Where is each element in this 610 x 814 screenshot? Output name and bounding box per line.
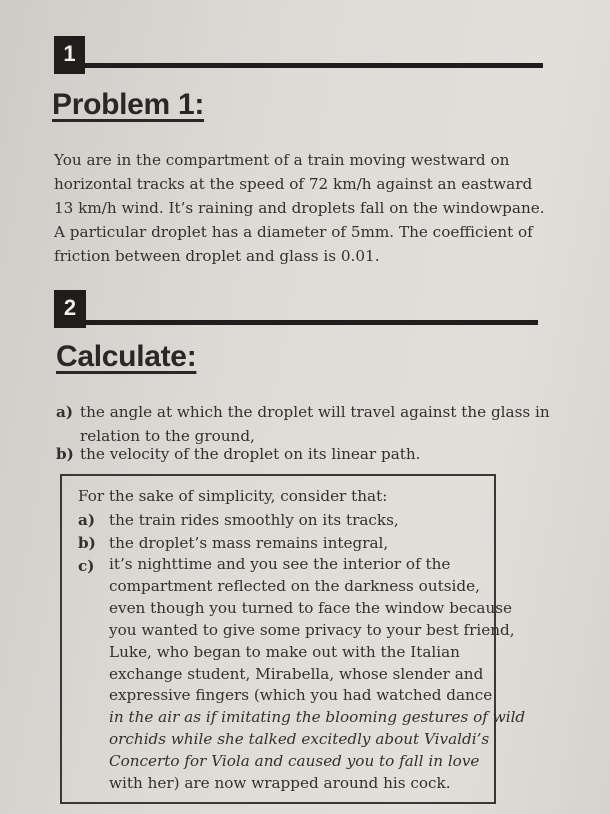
section-heading: Problem 1: [52,88,205,121]
list-item-line: Luke, who began to make out with the Italian [109,642,460,661]
list-item-line: orchids while she talked excitedly about Vivaldi’s [109,730,490,749]
paragraph-line: horizontal tracks at the speed of 72 km/h against an eastward [54,175,533,193]
question-item [56,400,550,448]
note-item [78,508,488,532]
paragraph-line: A particular droplet has a diameter of 5mm. The coefficient of [54,223,533,241]
paragraph-line: friction between droplet and glass is 0.01. [54,247,380,265]
section-rule [85,63,543,68]
list-item-line: the angle at which the droplet will travel against the glass in [80,403,550,421]
list-item-line: the train rides smoothly on its tracks, [109,511,399,529]
list-marker: c) [78,557,95,575]
note-intro [78,484,387,508]
question-item [56,442,526,466]
note-intro-line: For the sake of simplicity, consider that: [78,487,388,505]
list-marker: b) [78,534,96,552]
list-item-line: with her) are now wrapped around his cock. [109,774,451,793]
list-item-line: expressive fingers (which you had watched dance [109,686,493,705]
paragraph-line: You are in the compartment of a train moving westward on [54,151,510,169]
paragraph-line: 13 km/h wind. It’s raining and droplets fall on the windowpane. [54,199,545,217]
list-item-line: exchange student, Mirabella, whose slender and [109,664,484,683]
list-item-line: the velocity of the droplet on its linear path. [80,445,421,463]
list-item-line: compartment reflected on the darkness outside, [109,576,480,595]
section-number-badge: 2 [54,290,86,328]
list-item-line: you wanted to give some privacy to your best friend, [109,620,515,639]
list-item-line: in the air as if imitating the blooming gestures of wild [109,708,526,727]
section-number-badge: 1 [54,36,85,74]
list-item-line: even though you turned to face the window because [109,598,513,617]
list-marker: a) [78,511,96,529]
list-item-line: relation to the ground, [80,427,255,445]
note-item [78,554,526,794]
list-item-line: the droplet’s mass remains integral, [109,534,389,552]
list-marker: b) [56,445,74,463]
section-rule [86,320,538,325]
note-item [78,531,488,555]
list-marker: a) [56,403,74,421]
list-item-line: Concerto for Viola and caused you to fall in love [109,752,480,771]
section-heading: Calculate: [56,340,197,373]
problem-paragraph [54,148,545,268]
list-item-line: it’s nighttime and you see the interior of the [109,555,451,573]
